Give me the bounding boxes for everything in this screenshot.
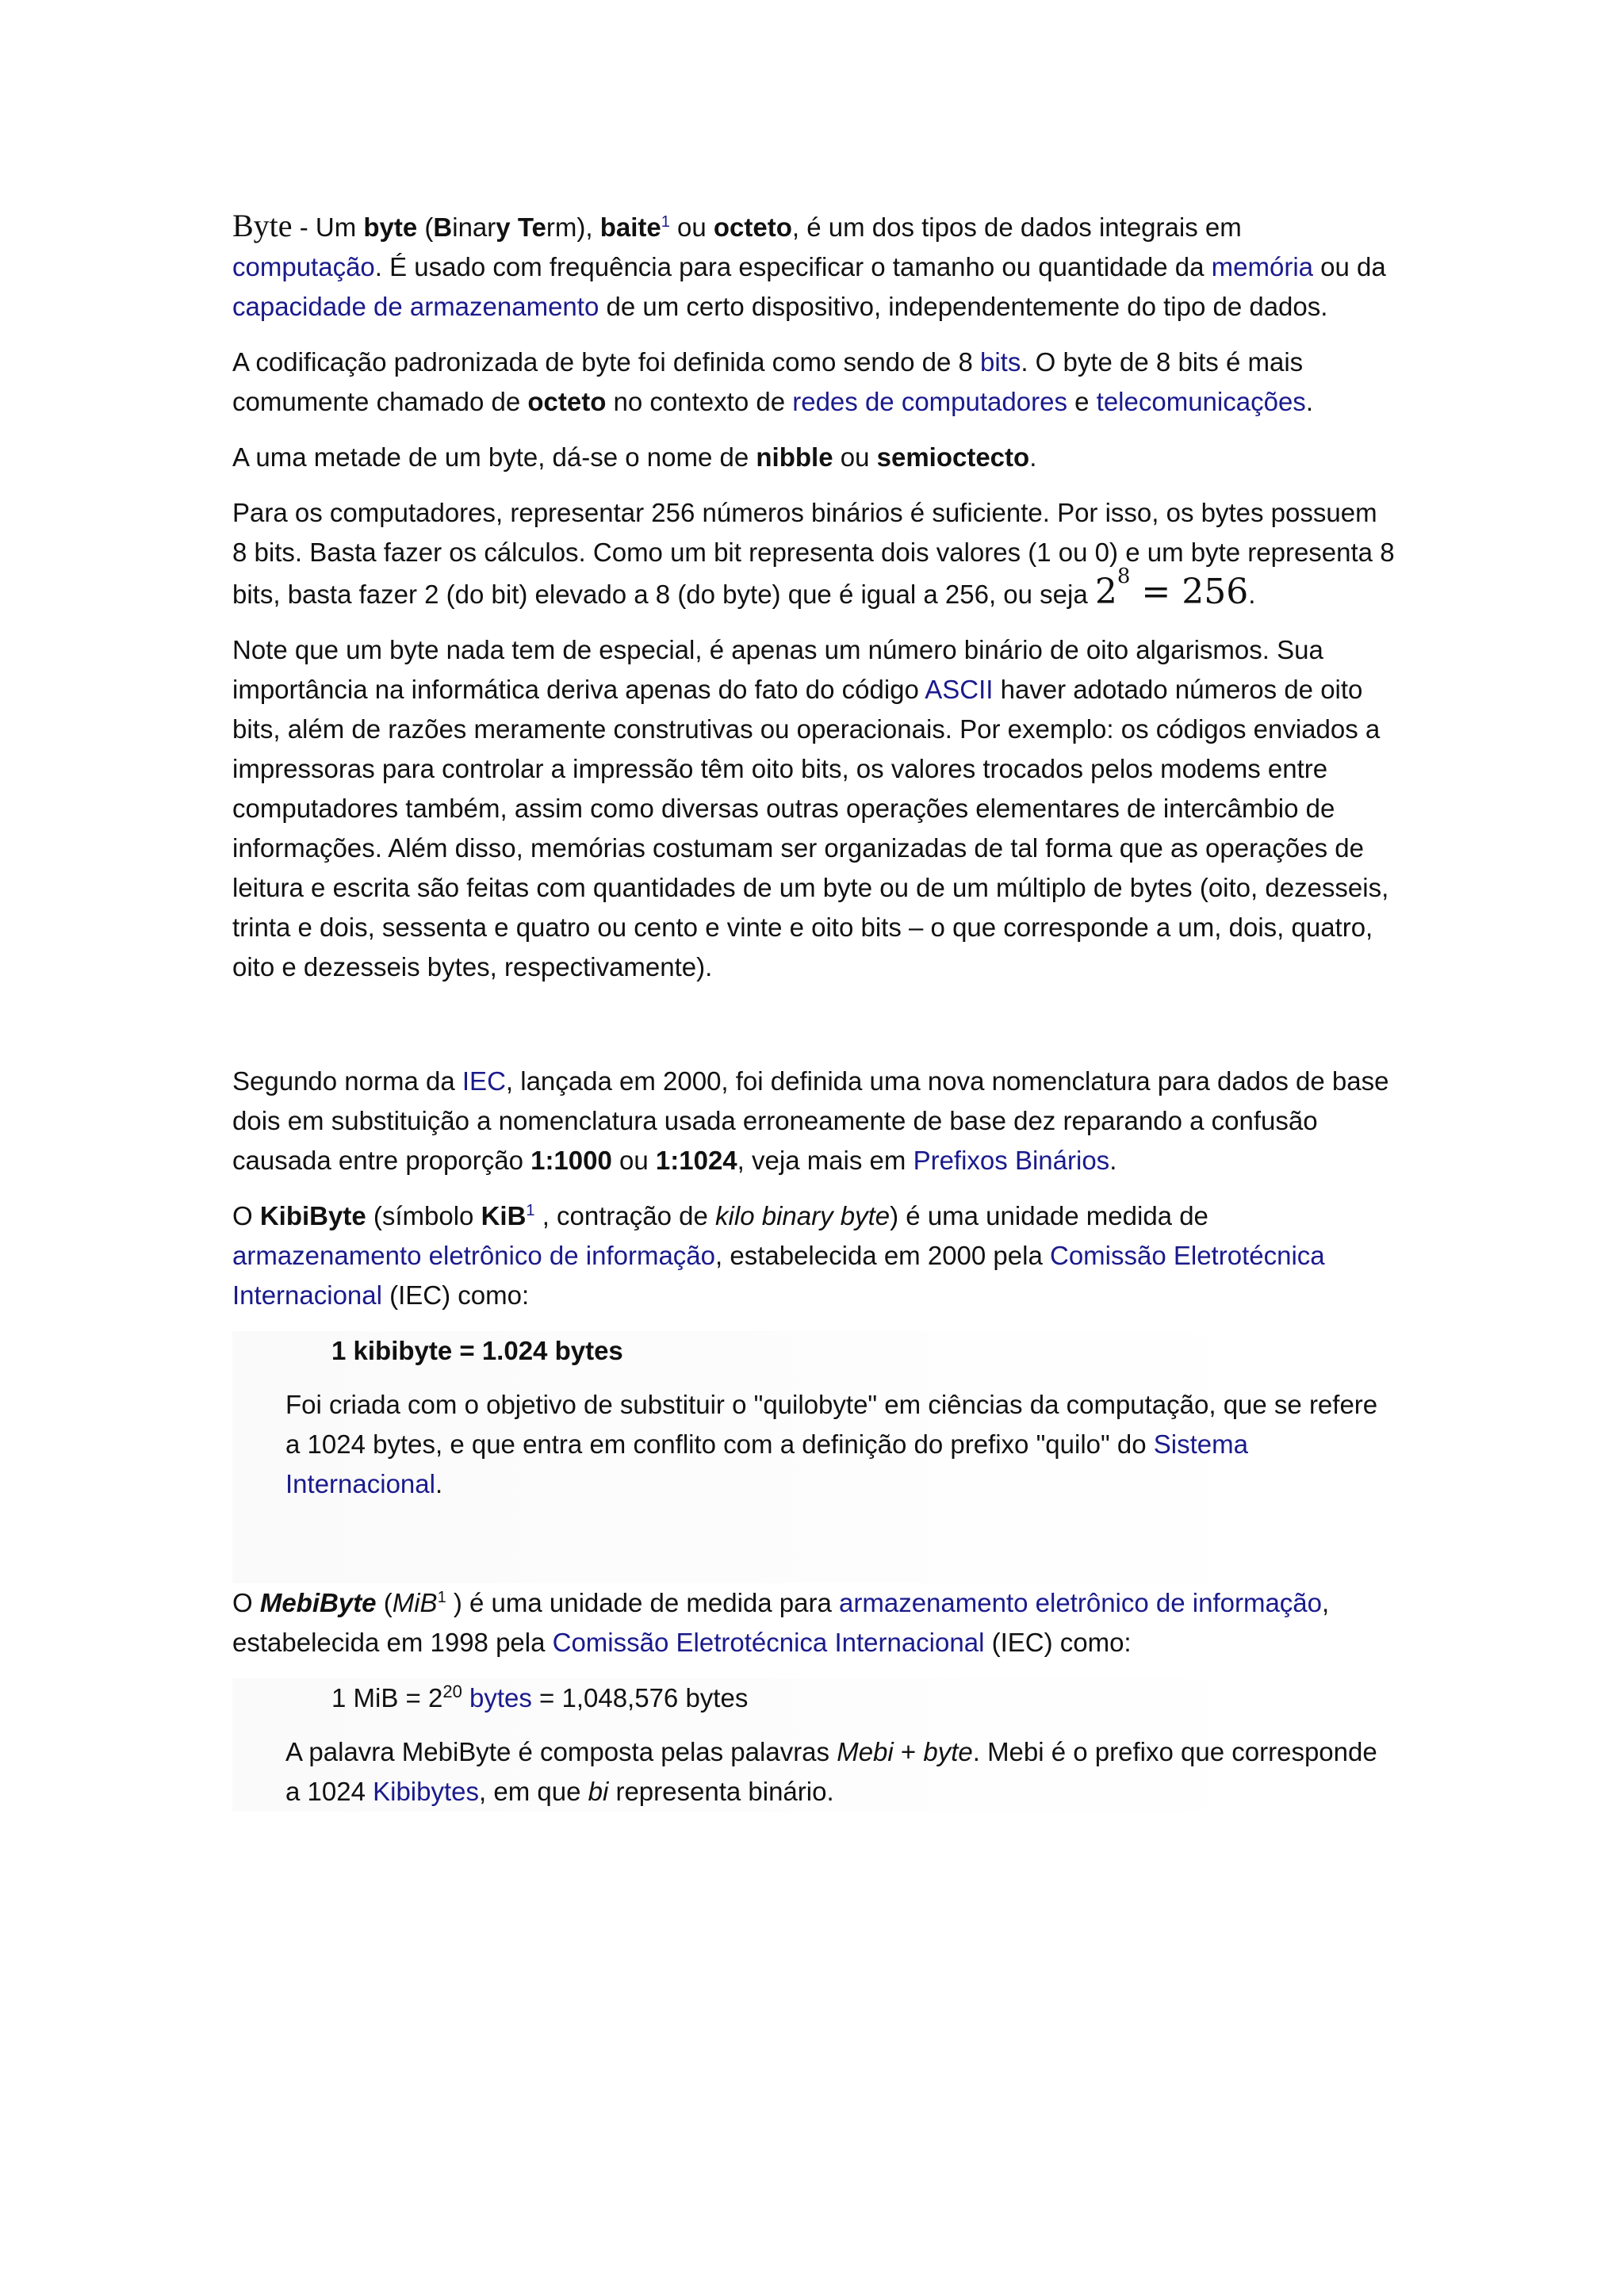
text: , estabelecida em 2000 pela (715, 1241, 1050, 1270)
text: Para os computadores, representar 256 números binários é suficiente. Por isso, os bytes possuem 8 bits. Basta fazer os cálculos. Como um bit representa dois valores (1 ou 0) e um byte representa 8 bits, basta fazer 2 (do bit) elevado a 8 (do byte) que é igual a 256, ou seja (232, 498, 1395, 609)
math-result: = 256 (1130, 572, 1249, 612)
text: O (232, 1201, 260, 1230)
italic-text: kilo binary byte (715, 1201, 891, 1230)
bold-text: B (433, 212, 453, 242)
text: 1 MiB = 2 (331, 1683, 443, 1712)
math-exponent: 8 (1116, 564, 1131, 588)
nibble-paragraph (232, 438, 1398, 477)
text: , veja mais em (737, 1146, 914, 1175)
link-telecomunicacoes[interactable]: telecomunicações (1096, 387, 1306, 416)
text: ( (376, 1588, 393, 1617)
text: ou da (1313, 252, 1386, 281)
text: inar (452, 212, 496, 242)
link-memoria[interactable]: memória (1211, 252, 1313, 281)
text: . (435, 1469, 443, 1498)
text: . (1305, 387, 1313, 416)
link-armazenamento-eletronico[interactable]: armazenamento eletrônico de informação (839, 1588, 1323, 1617)
text: Foi criada com o objetivo de substituir o "quilobyte" em ciências da computação, que se refere a 1024 bytes, e que entra em conflito com a definição do prefixo "quilo" do (285, 1390, 1378, 1459)
text: ) é uma unidade de medida para (446, 1588, 840, 1617)
footnote-ref[interactable]: 1 (661, 213, 670, 231)
bold-text: semioctecto (876, 442, 1030, 472)
link-redes-computadores[interactable]: redes de computadores (792, 387, 1067, 416)
text: ou (611, 1146, 656, 1175)
document-page (232, 206, 1398, 1827)
kibibyte-definition (232, 1331, 1398, 1371)
bold-text: octeto (527, 387, 607, 416)
text: ( (417, 212, 434, 242)
text: + (893, 1737, 924, 1766)
text: Segundo norma da (232, 1066, 462, 1096)
text: = 1,048,576 bytes (531, 1683, 749, 1712)
italic-text: MiB (392, 1588, 438, 1617)
bold-text: nibble (756, 442, 833, 472)
text: - Um (292, 212, 364, 242)
text: A uma metade de um byte, dá-se o nome de (232, 442, 756, 472)
link-prefixos-binarios[interactable]: Prefixos Binários (913, 1146, 1110, 1175)
text: representa binário. (608, 1777, 834, 1806)
text: A palavra MebiByte é composta pelas palavras (285, 1737, 837, 1766)
bold-text: baite (599, 212, 661, 242)
text: haver adotado números de oito bits, além de razões meramente construtivas ou operacionais. Por exemplo: os códigos enviados a impressoras para controlar a impressão têm oito bits, os valores trocados pelos modems entre computadores também, assim como diversas outras operações elementares de intercâmbio de informações. Além disso, memórias costumam ser organizadas de tal forma que as operações de leitura e escrita são feitas com quantidades de um byte ou de um múltiplo de bytes (oito, dezesseis, trinta e dois, sessenta e quatro ou cento e vinte e oito bits – o que corresponde a um, dois, quatro, oito e dezesseis bytes, respectivamente). (232, 675, 1389, 982)
mebibyte-definition-block (232, 1678, 1398, 1812)
kibibyte-definition-block (232, 1331, 1398, 1583)
binary-count-paragraph (232, 493, 1398, 614)
mebibyte-paragraph (232, 1583, 1398, 1663)
bold-text: octeto (713, 212, 792, 242)
link-kibibytes[interactable]: Kibibytes (373, 1777, 480, 1806)
link-bits[interactable]: bits (979, 347, 1021, 377)
iec-norm-paragraph (232, 1062, 1398, 1181)
exponent: 20 (442, 1682, 462, 1701)
text: . Mebi é o prefixo que corresponde a 1024 (285, 1737, 1377, 1806)
kibibyte-purpose-paragraph (232, 1385, 1398, 1504)
link-iec[interactable]: IEC (462, 1066, 506, 1096)
text: e (1067, 387, 1097, 416)
footnote-ref[interactable]: 1 (526, 1202, 535, 1219)
section-spacer (232, 1520, 1398, 1583)
bold-text: byte (363, 212, 418, 242)
text: rm), (546, 212, 600, 242)
bold-text: 1:1000 (530, 1146, 612, 1175)
bold-text: KibiByte (259, 1201, 366, 1230)
text: ou (669, 212, 714, 242)
link-capacidade-armazenamento[interactable]: capacidade de armazenamento (232, 292, 599, 321)
byte-encoding-paragraph (232, 342, 1398, 422)
text: Note que um byte nada tem de especial, é apenas um número binário de oito algarismos. Sua importância na informática deriva apenas do fato do código (232, 635, 1323, 704)
text: ou (833, 442, 877, 472)
byte-intro-paragraph (232, 206, 1398, 327)
text: , em que (479, 1777, 588, 1806)
text: (IEC) como: (381, 1280, 530, 1310)
link-comissao-eletrotecnica[interactable]: Comissão Eletrotécnica Internacional (552, 1628, 985, 1657)
text: . (1029, 442, 1037, 472)
link-bytes[interactable]: bytes (469, 1683, 532, 1712)
italic-text: Mebi (837, 1737, 894, 1766)
kibibyte-paragraph (232, 1196, 1398, 1315)
text: A codificação padronizada de byte foi definida como sendo de 8 (232, 347, 980, 377)
bold-text: 1 kibibyte = 1.024 bytes (331, 1336, 623, 1365)
mebibyte-definition (232, 1678, 1398, 1718)
text: O (232, 1588, 260, 1617)
text: no contexto de (606, 387, 793, 416)
byte-title: Byte (232, 208, 293, 243)
text: . (1248, 580, 1256, 609)
text: , estabelecida em 1998 pela (232, 1588, 1330, 1657)
link-sistema-internacional[interactable]: Sistema Internacional (285, 1429, 1248, 1498)
footnote-ref[interactable]: 1 (437, 1589, 446, 1606)
bold-text: 1:1024 (655, 1146, 737, 1175)
link-comissao-eletrotecnica[interactable]: Comissão Eletrotécnica Internacional (232, 1241, 1325, 1310)
text: . É usado com frequência para especificar o tamanho ou quantidade da (374, 252, 1212, 281)
text: ) é uma unidade medida de (890, 1201, 1208, 1230)
text: , lançada em 2000, foi definida uma nova nomenclatura para dados de base dois em substituição a nomenclatura usada erroneamente de base dez reparando a confusão causada entre proporção (232, 1066, 1389, 1175)
text: de um certo dispositivo, independentemente do tipo de dados. (599, 292, 1328, 321)
link-computacao[interactable]: computação (232, 252, 375, 281)
text: . O byte de 8 bits é mais comumente chamado de (232, 347, 1304, 416)
text (462, 1683, 469, 1712)
text (511, 212, 518, 242)
section-spacer (232, 1003, 1398, 1062)
bold-italic-text: MebiByte (259, 1588, 377, 1617)
link-armazenamento-eletronico[interactable]: armazenamento eletrônico de informação (232, 1241, 716, 1270)
byte-note-paragraph (232, 630, 1398, 987)
math-base: 2 (1094, 572, 1117, 612)
mebibyte-etymology-paragraph (232, 1732, 1398, 1812)
bold-text: Te (517, 212, 546, 242)
bold-text: y (496, 212, 511, 242)
text: (IEC) como: (984, 1628, 1132, 1657)
text: (símbolo (366, 1201, 481, 1230)
link-ascii[interactable]: ASCII (925, 675, 994, 704)
italic-text: bi (588, 1777, 609, 1806)
text: , é um dos tipos de dados integrais em (791, 212, 1242, 242)
italic-text: byte (923, 1737, 973, 1766)
bold-text: KiB (481, 1201, 527, 1230)
text: , contração de (534, 1201, 716, 1230)
text: . (1109, 1146, 1117, 1175)
math-formula (1094, 564, 1249, 612)
